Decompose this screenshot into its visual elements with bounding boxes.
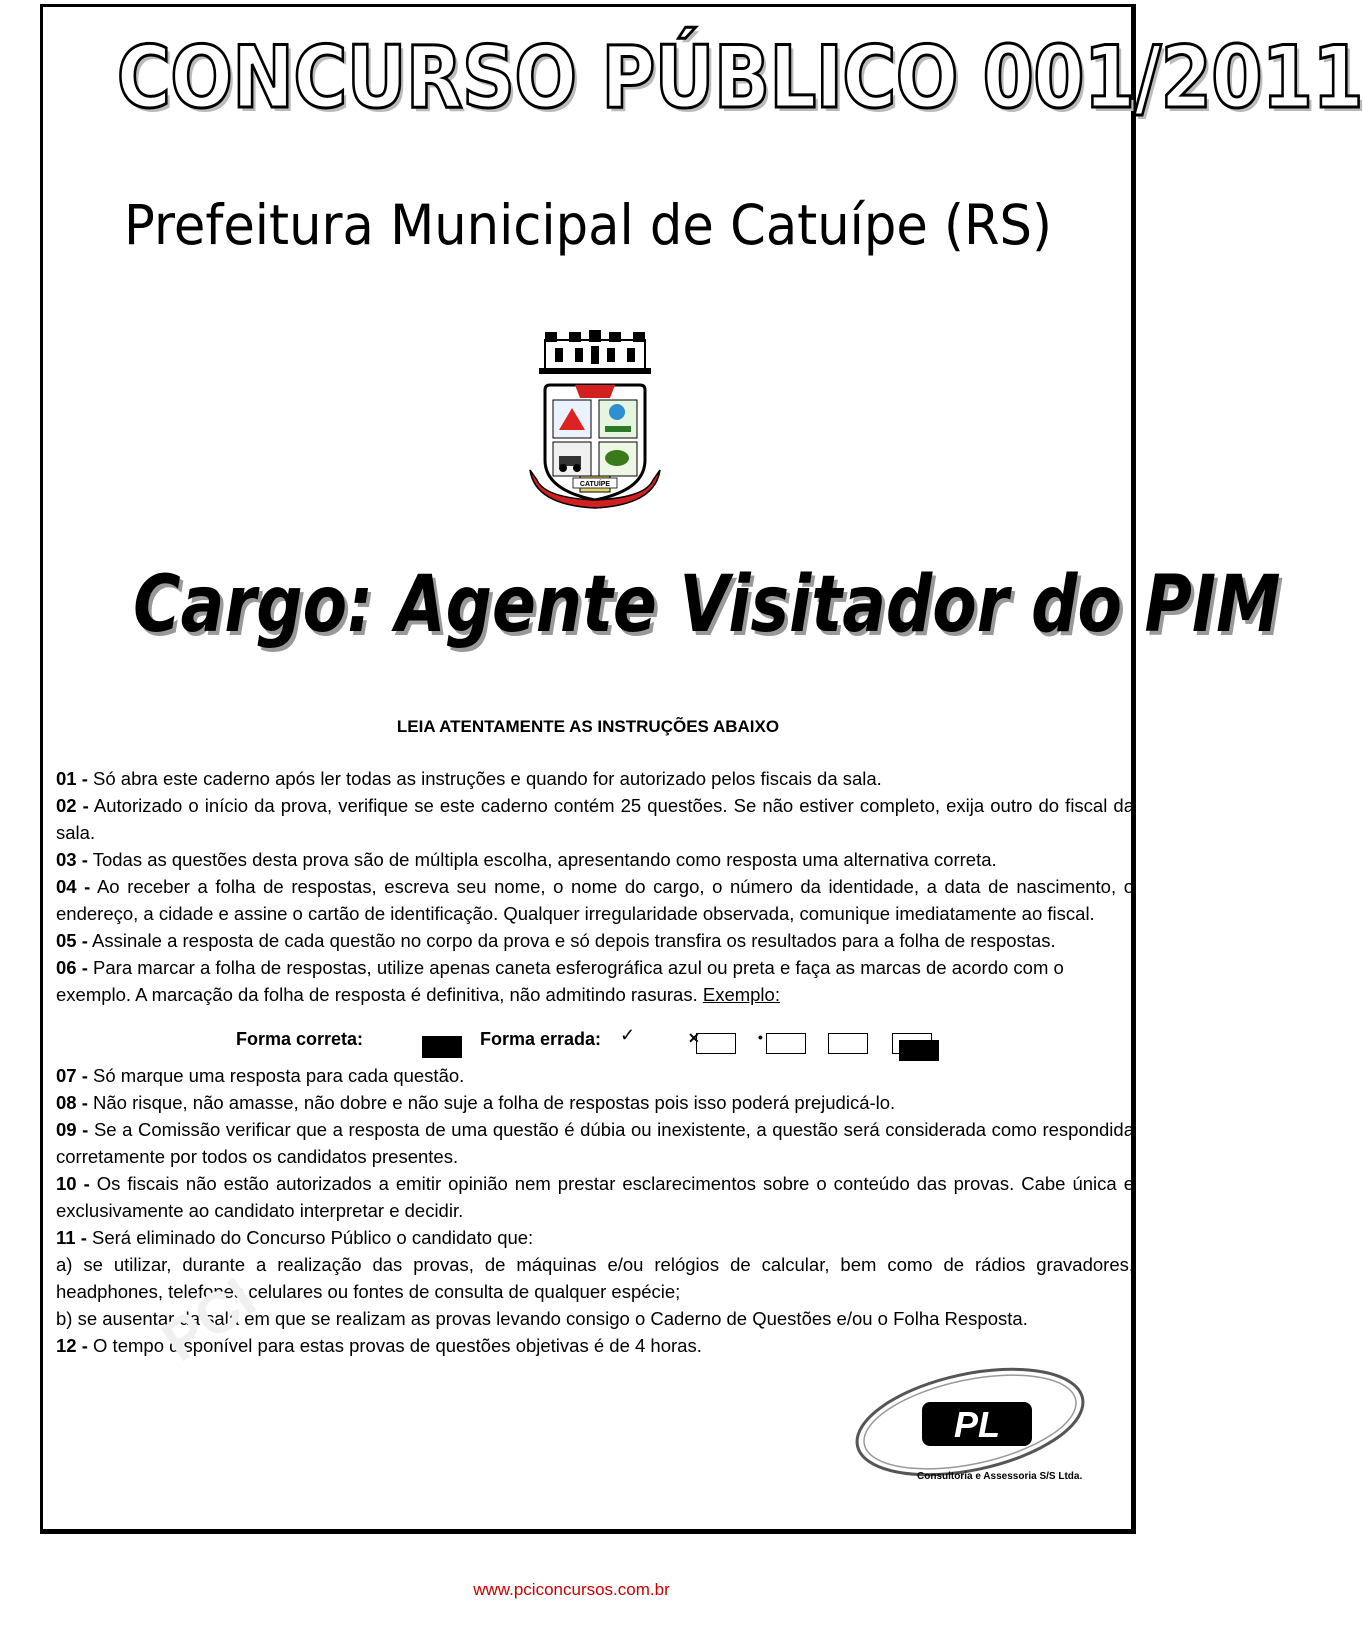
wrong-form-label: Forma errada: — [480, 1029, 602, 1049]
x-mark-icon: ✕ — [688, 1030, 700, 1046]
footer-url[interactable]: www.pciconcursos.com.br — [473, 1580, 670, 1599]
instruction-item: 02 - Autorizado o início da prova, verifique se este caderno contém 25 questões. Se não estiver completo, exija outro do fiscal da sala. — [56, 795, 1134, 843]
instruction-item: 07 - Só marque uma resposta para cada questão. — [56, 1065, 465, 1086]
logo-letters: PL — [953, 1404, 1001, 1445]
wrong-mark-box — [766, 1033, 806, 1054]
instruction-item: 05 - Assinale a resposta de cada questão no corpo da prova e só depois transfira os resultados para a folha de respostas. — [56, 930, 1056, 951]
dot-mark-icon: • — [758, 1029, 763, 1045]
instruction-item: 11 - Será eliminado do Concurso Público o candidato que: — [56, 1227, 534, 1248]
watermark: PCI — [150, 1265, 268, 1375]
correct-mark-box — [422, 1036, 462, 1058]
wrong-mark-box — [696, 1033, 736, 1054]
instruction-item: 03 - Todas as questões desta prova são de múltipla escolha, apresentando como resposta uma alternativa correta. — [56, 849, 997, 870]
instruction-item: 10 - Os fiscais não estão autorizados a emitir opinião nem prestar esclarecimentos sobre o conteúdo das provas. Cabe única e exclusivamente ao candidato interpretar e decidir. — [56, 1173, 1134, 1221]
marking-examples — [56, 1008, 1134, 1062]
instructions-body — [56, 765, 1134, 1359]
wrong-mark-fill — [899, 1040, 939, 1061]
instruction-sub-a: a) se utilizar, durante a realização das provas, de máquinas e/ou relógios de calcular, bem como de rádios gravadores, headphones, telefones celulares ou fontes de consulta de qualquer espécie; — [56, 1254, 1134, 1302]
crest-caption: CATUÍPE — [579, 481, 611, 488]
check-mark-icon: ✓ — [620, 1025, 636, 1045]
instruction-item: 09 - Se a Comissão verificar que a resposta de uma questão é dúbia ou inexistente, a questão será considerada como respondida corretamente por todos os candidatos presentes. — [56, 1119, 1134, 1167]
instruction-item: 08 - Não risque, não amasse, não dobre e não suje a folha de respostas pois isso poderá prejudicá-lo. — [56, 1092, 896, 1113]
municipal-crest-icon — [525, 330, 665, 520]
job-title: Cargo: Agente Visitador do PIM — [133, 560, 1281, 650]
wrong-mark-box — [828, 1033, 868, 1054]
correct-form-label: Forma correta: — [236, 1029, 364, 1049]
page-subtitle: Prefeitura Municipal de Catuípe (RS) — [124, 193, 1052, 257]
instruction-item: 01 - Só abra este caderno após ler todas as instruções e quando for autorizado pelos fiscais da sala. — [56, 768, 882, 789]
instruction-sub-b: b) se ausentar da sala em que se realizam as provas levando consigo o Caderno de Questões e/ou o Folha Resposta. — [56, 1308, 1028, 1329]
instructions-heading: LEIA ATENTAMENTE AS INSTRUÇÕES ABAIXO — [396, 717, 780, 736]
page-title: CONCURSO PÚBLICO 001/2011 — [116, 28, 1363, 128]
logo-caption: Consultoria e Assessoria S/S Ltda. — [917, 1471, 1083, 1482]
instruction-item: 04 - Ao receber a folha de respostas, escreva seu nome, o nome do cargo, o número da identidade, a data de nascimento, o endereço, a cidade e assine o cartão de identificação. Qualquer irregularidade observada, comunique imediatamente ao fiscal. — [56, 876, 1134, 924]
example-label: Exemplo: — [702, 984, 780, 1005]
pl-logo-icon — [852, 1367, 1088, 1485]
instruction-item: 06 - Para marcar a folha de respostas, utilize apenas caneta esferográfica azul ou preta e faça as marcas de acordo com o exemplo. A marcação da folha de resposta é definitiva, não admitindo rasuras. Exemplo: — [56, 957, 1064, 1005]
instruction-item: 12 - O tempo disponível para estas provas de questões objetivas é de 4 horas. — [56, 1335, 702, 1356]
